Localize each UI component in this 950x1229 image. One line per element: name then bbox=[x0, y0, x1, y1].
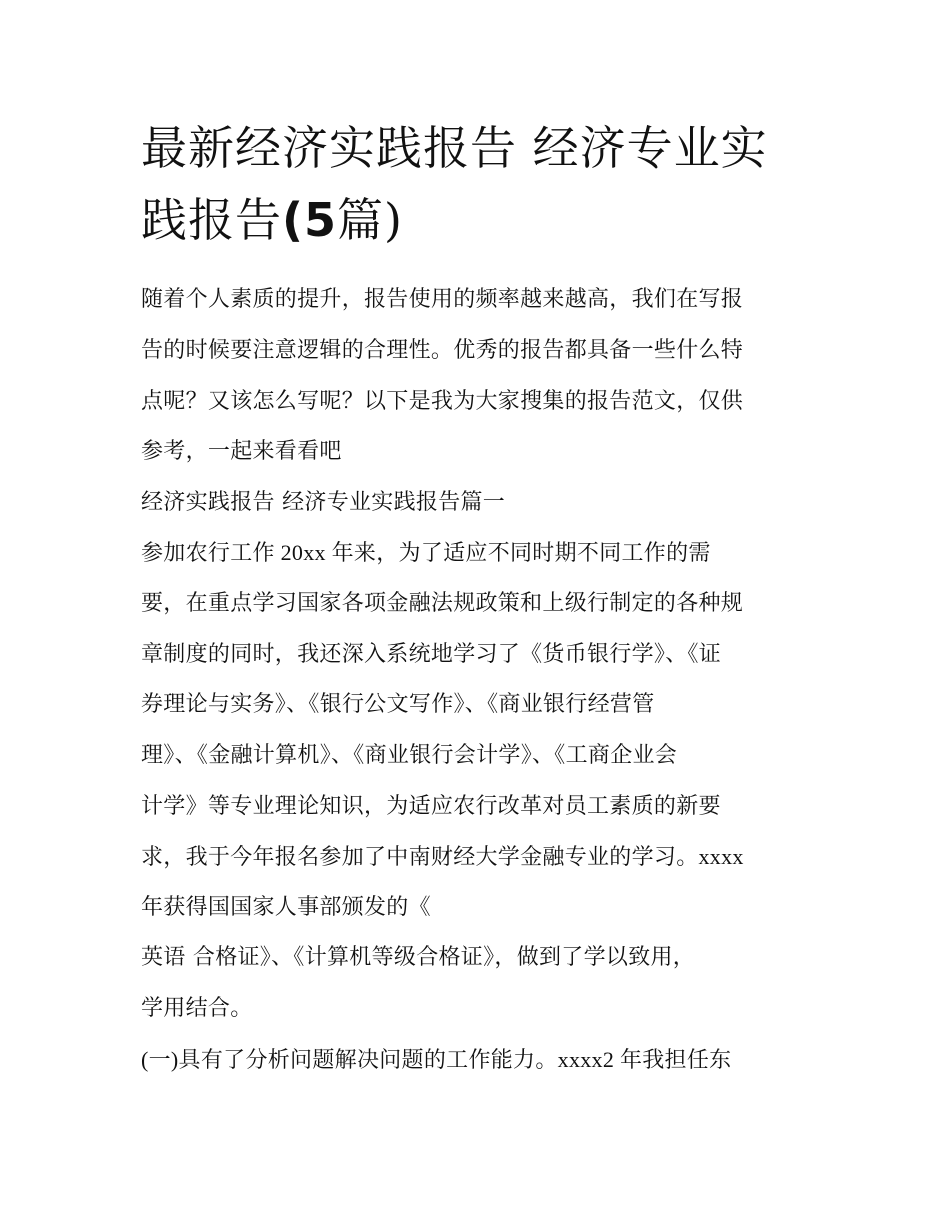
title-line-1: 最新经济实践报告 经济专业实 bbox=[141, 121, 768, 175]
body-line: 学用结合。 bbox=[141, 996, 253, 1021]
body-line: 参考，一起来看看吧 bbox=[141, 439, 342, 464]
body-line: 点呢？又该怎么写呢？以下是我为大家搜集的报告范文，仅供 bbox=[141, 389, 744, 414]
body-line: 随着个人素质的提升，报告使用的频率越来越高，我们在写报 bbox=[141, 287, 744, 312]
body-line: 计学》等专业理论知识，为适应农行改革对员工素质的新要 bbox=[141, 794, 721, 819]
body-line: 告的时候要注意逻辑的合理性。优秀的报告都具备一些什么特 bbox=[141, 338, 744, 363]
title-line-2-post: 篇) bbox=[337, 193, 403, 247]
body-line: (一)具有了分析问题解决问题的工作能力。xxxx2 年我担任东 bbox=[141, 1047, 732, 1072]
document-title bbox=[141, 112, 831, 256]
title-line-2-pre: 践报告 bbox=[141, 193, 282, 247]
body-line: 券理论与实务》、《银行公文写作》、《商业银行经营管 bbox=[141, 692, 655, 717]
body-line: 英语 合格证》、《计算机等级合格证》，做到了学以致用， bbox=[141, 945, 696, 970]
body-line: 年获得国国家人事部颁发的《 bbox=[141, 895, 431, 920]
body-line: 求，我于今年报名参加了中南财经大学金融专业的学习。xxxx bbox=[141, 844, 744, 869]
section-heading: 经济实践报告 经济专业实践报告篇一 bbox=[141, 490, 506, 515]
title-line-2 bbox=[141, 184, 831, 256]
body-line: 理》、《金融计算机》、《商业银行会计学》、《工商企业会 bbox=[141, 743, 678, 768]
body-line: 章制度的同时，我还深入系统地学习了《货币银行学》、《证 bbox=[141, 642, 722, 667]
body-line: 要，在重点学习国家各项金融法规政策和上级行制定的各种规 bbox=[141, 591, 744, 616]
title-line-2-bold: (5 bbox=[282, 193, 338, 247]
body-line: 参加农行工作 20xx 年来，为了适应不同时期不同工作的需 bbox=[141, 540, 711, 565]
